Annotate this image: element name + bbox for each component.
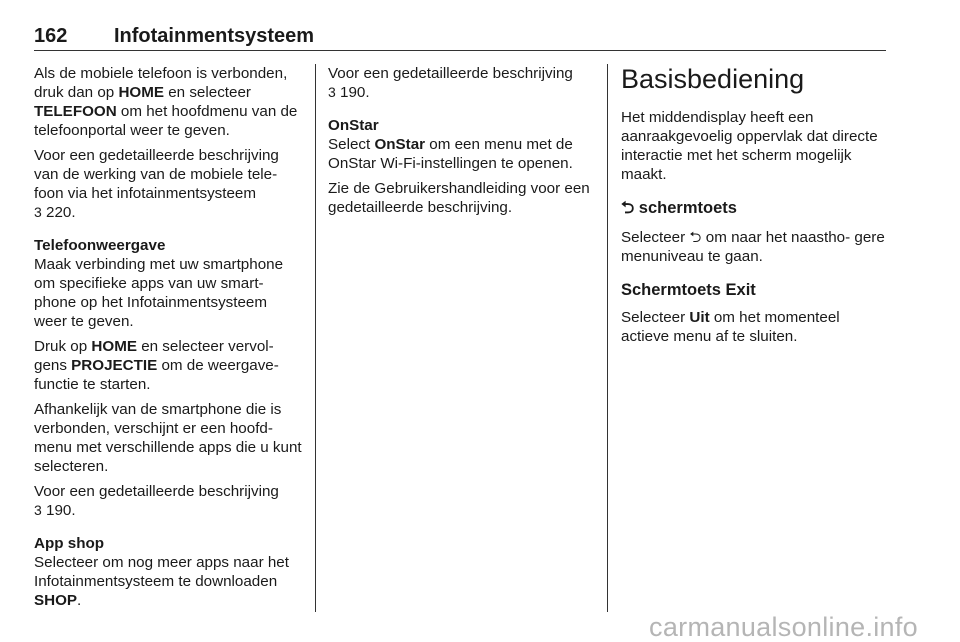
- subsection-heading: Schermtoets Exit: [621, 281, 756, 299]
- column-divider-1: [315, 64, 316, 612]
- paragraph: Voor een gedetailleerde beschrijving 3 190.: [34, 483, 279, 519]
- page-ref: 190.: [335, 84, 370, 101]
- column-2: [328, 64, 592, 223]
- section-heading: Basisbediening: [621, 64, 805, 94]
- paragraph: Druk op HOME en selecteer vervol- gens PROJECTIE om de weergave- functie te starten.: [34, 338, 279, 393]
- page-ref-arrow-icon: 3: [34, 502, 42, 518]
- page-ref-arrow-icon: 3: [34, 204, 42, 220]
- paragraph: Selecteer ⮌ om naar het naastho- gere menuniveau te gaan.: [621, 229, 885, 265]
- watermark: carmanualsonline.info: [649, 612, 918, 642]
- subheading: OnStar: [328, 117, 379, 134]
- paragraph: Het middendisplay heeft een aanraakgevoelig oppervlak dat directe interactie met het scherm mogelijk maakt.: [621, 109, 878, 183]
- page-ref-arrow-icon: 3: [328, 84, 336, 100]
- paragraph: Voor een gedetailleerde beschrijving van de werking van de mobiele tele- foon via het infotainmentsysteem 3 220.: [34, 147, 279, 221]
- paragraph: Zie de Gebruikershandleiding voor een gedetailleerde beschrijving.: [328, 180, 590, 216]
- paragraph: Voor een gedetailleerde beschrijving 3 190.: [328, 65, 573, 101]
- page-ref: 220.: [41, 204, 76, 221]
- paragraph: Als de mobiele telefoon is verbonden, druk dan op HOME en selecteer TELEFOON om het hoofdmenu van de telefoonportal weer te geven.: [34, 65, 298, 139]
- page-number: 162: [34, 25, 68, 47]
- column-3: [621, 64, 885, 352]
- paragraph: Selecteer om nog meer apps naar het Infotainmentsysteem te downloaden SHOP.: [34, 554, 289, 609]
- paragraph: Afhankelijk van de smartphone die is verbonden, verschijnt er een hoofd- menu met verschillende apps die u kunt selecteren.: [34, 401, 302, 475]
- page-ref: 190.: [41, 502, 76, 519]
- page-title: Infotainmentsysteem: [114, 25, 315, 47]
- column-1: [34, 64, 304, 616]
- page-header: [34, 26, 886, 51]
- subsection-heading: ⮌ schermtoets: [621, 199, 737, 217]
- paragraph: Selecteer Uit om het momenteel actieve menu af te sluiten.: [621, 309, 840, 345]
- back-arrow-icon: ⮌: [689, 229, 702, 246]
- subheading: App shop: [34, 535, 105, 552]
- column-divider-2: [607, 64, 608, 612]
- subheading: Telefoonweergave: [34, 237, 166, 254]
- back-arrow-icon: ⮌: [621, 199, 635, 217]
- paragraph: Maak verbinding met uw smartphone om specifieke apps van uw smart- phone op het Infotainmentsysteem weer te geven.: [34, 256, 284, 330]
- paragraph: Select OnStar om een menu met de OnStar Wi-Fi-instellingen te openen.: [328, 136, 573, 172]
